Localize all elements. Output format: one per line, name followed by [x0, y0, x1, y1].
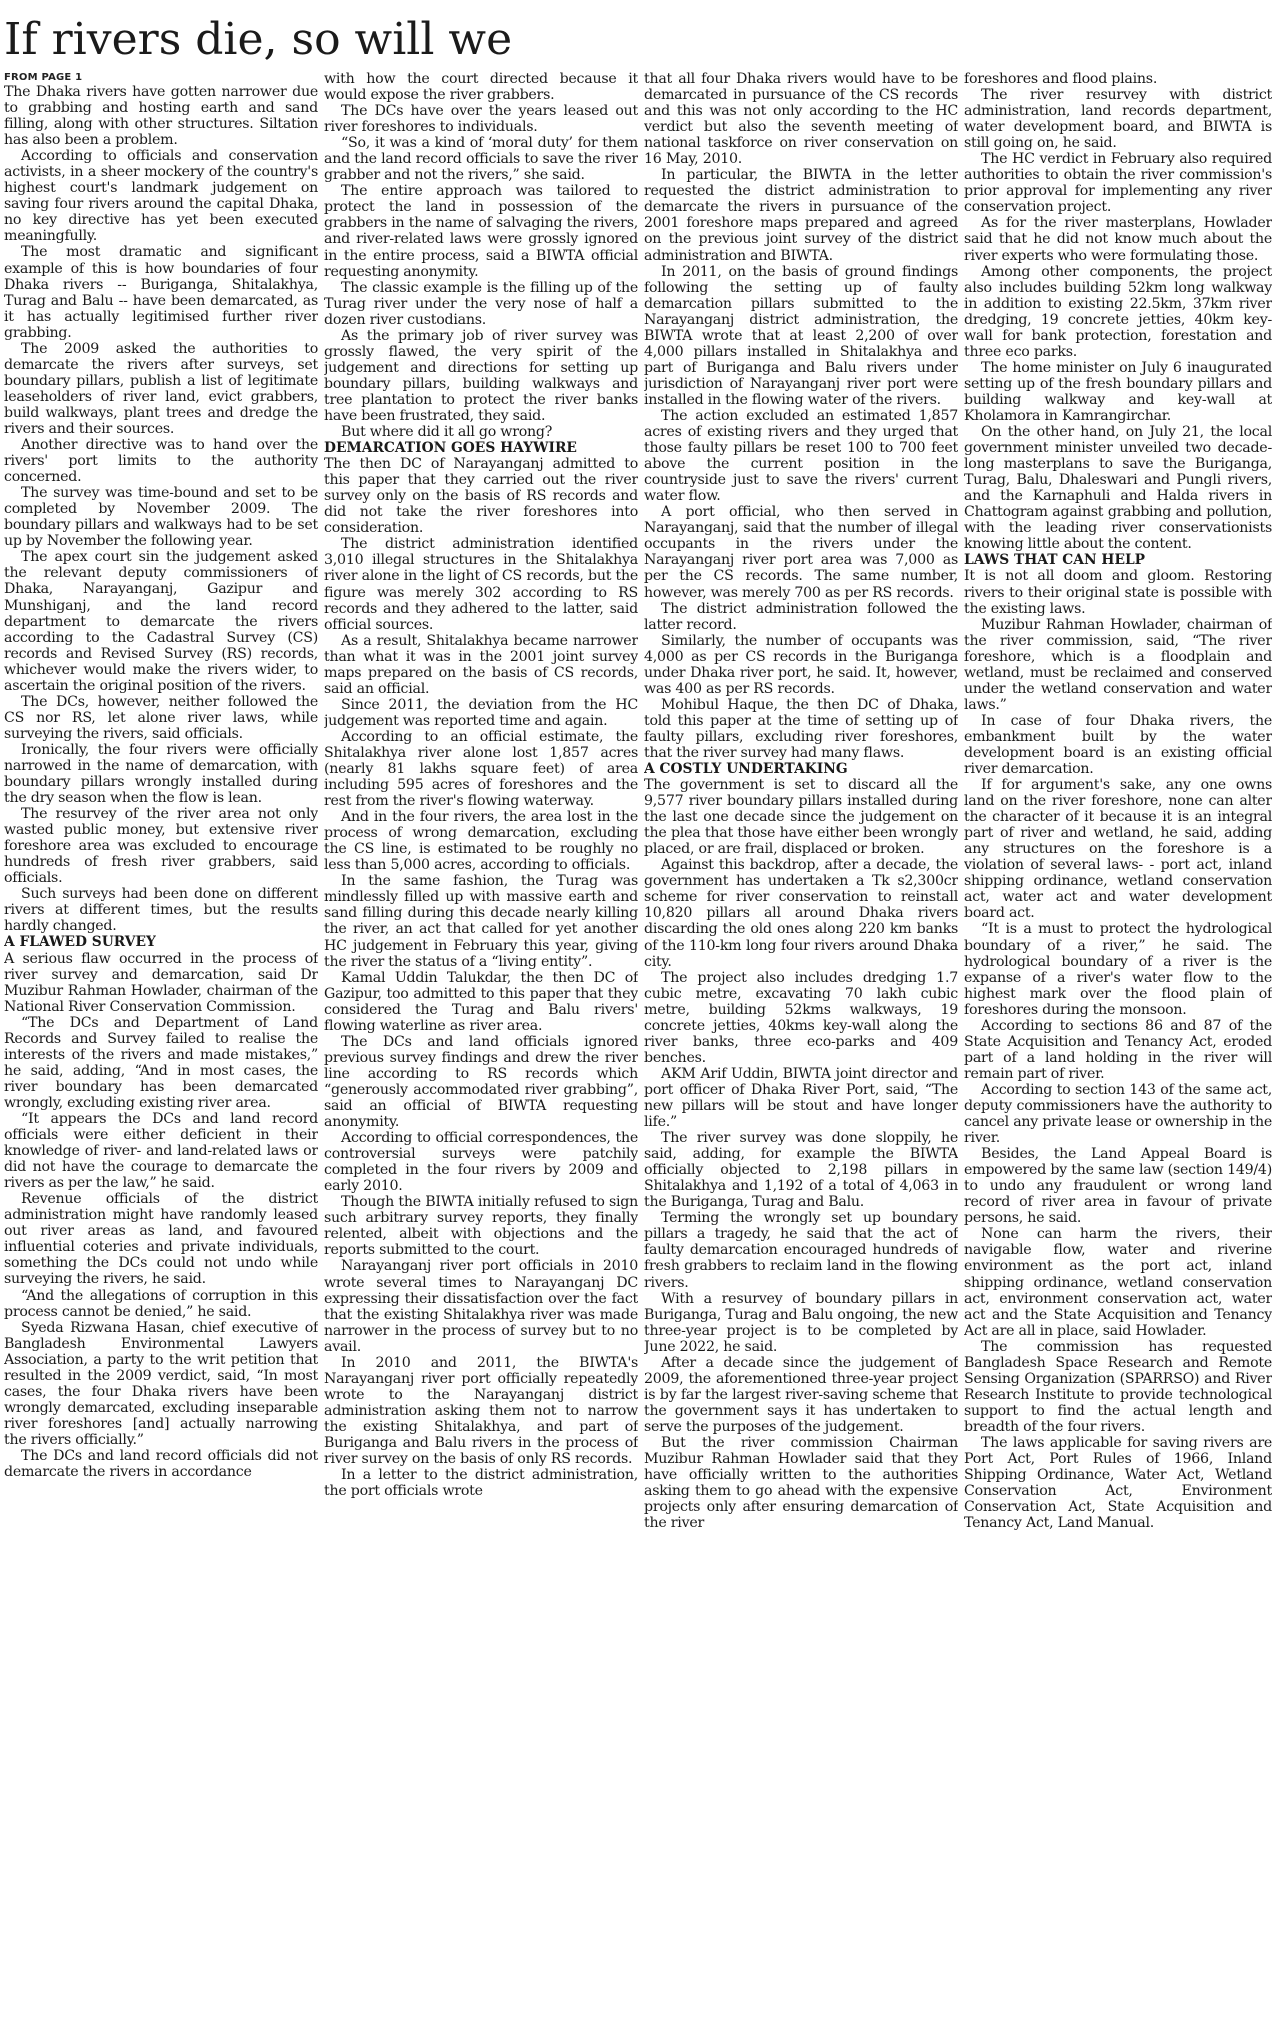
article-paragraph: A port official, who then served in Narayanganj, said that the number of illegal occupants in the rivers under the Narayanganj river port area was 7,000 as per the CS records. The same number, however, was merely 700 as per RS records. [644, 504, 958, 601]
article-paragraph: The DCs have over the years leased out river foreshores to individuals. [324, 103, 638, 136]
article-paragraph: But the river commission Chairman Muzibur Rahman Howlader said that they have officially written to the authorities asking them to go ahead with the expensive projects only after ensuring demarcation of the river [644, 1434, 958, 1532]
article-paragraph: According to official correspondences, the controversial surveys were patchily completed in the four rivers by 2009 and early 2010. [324, 1130, 638, 1195]
article-paragraph: “It is a must to protect the hydrological boundary of a river,” he said. The hydrological boundary of a river is the expanse of a river's water flow to the highest mark over the flood plain of foreshores during the monsoon. [964, 921, 1272, 1018]
article-paragraph: The project also includes dredging 1.7 cubic metre, excavating 70 lakh cubic metre, building 52kms walkways, 19 concrete jetties, 40kms key-wall along the river banks, three eco-parks and 409 benches. [644, 969, 958, 1066]
article-paragraph: Narayanganj river port officials in 2010 wrote several times to Narayanganj DC expressing their dissatisfaction over the fact that the existing Shitalakhya river was made narrower in the process of survey but to no avail. [324, 1258, 638, 1355]
article-paragraph: As a result, Shitalakhya became narrower than what it was in the 2001 joint survey maps prepared on the basis of CS records, said an official. [324, 632, 638, 697]
article-paragraph: Kamal Uddin Talukdar, the then DC of Gazipur, too admitted to this paper that they considered the Turag and Balu rivers' flowing waterline as river area. [324, 969, 638, 1034]
article-paragraph: But where did it all go wrong? [341, 424, 553, 441]
article-paragraph: “The DCs and Department of Land Records and Survey failed to realise the interests of the rivers and made mistakes,” he said, adding, “And in most cases, the river boundary has been demarcated wrongly, excluding existing river area. [4, 1014, 318, 1111]
article-paragraph: “It appears the DCs and land record officials were either deficient in their knowledge of river- and land-related laws or did not have the courage to demarcate the rivers as per the law,” he said. [4, 1111, 318, 1192]
article-paragraph: Among other components, the project also includes building 52km long walkway in addition to existing 22.5km, 37km river dredging, 19 concrete jetties, 40km key-wall for bank protection, forestation and three eco parks. [964, 263, 1272, 360]
article-paragraph: Terming the wrongly set up boundary pillars a tragedy, he said that the act of faulty demarcation encouraged hundreds of fresh grabbers to reclaim land in the flowing rivers. [644, 1210, 958, 1291]
article-paragraph: Since 2011, the deviation from the HC judgement was reported time and again. [324, 696, 638, 729]
column-2 [324, 71, 638, 2027]
article-paragraph: In case of four Dhaka rivers, the embankment built by the water development board is an existing official river demarcation. [964, 712, 1272, 778]
article-paragraph: None can harm the rivers, their navigable flow, water and riverine environment as the port act, inland shipping ordinance, wetland conservation act, environment conservation act, water act and the State Acquisition and Tenancy Act are all in place, said Howlader. [964, 1226, 1272, 1339]
article-paragraph: foreshores and flood plains. [964, 71, 1158, 87]
article-paragraph: According to sections 86 and 87 of the State Acquisition and Tenancy Act, eroded part of a land holding in the river will remain part of river. [964, 1017, 1272, 1082]
section-subheading: A FLAWED SURVEY [4, 934, 156, 951]
article-paragraph: Such surveys had been done on different rivers at different times, but the results hardly changed. [4, 886, 318, 935]
article-paragraph: The river resurvey with district administration, land records department, water development board, and BIWTA is still going on, he said. [964, 87, 1272, 152]
article-paragraph: that all four Dhaka rivers would have to be demarcated in pursuance of the CS records and this was not only according to the HC verdict but also the seventh meeting of national taskforce on river conservation on 16 May, 2010. [644, 71, 958, 168]
section-subheading: A COSTLY UNDERTAKING [644, 761, 848, 778]
headline: If rivers die, so will we [4, 14, 513, 65]
article-paragraph: Against this backdrop, after a decade, the government has undertaken a Tk s2,300cr scheme for river conservation to reinstall 10,820 pillars all around Dhaka rivers discarding the old ones along 220 km banks of the 110-km long four rivers around Dhaka city. [644, 857, 958, 970]
article-paragraph: Mohibul Haque, the then DC of Dhaka, told this paper at the time of setting up of faulty pillars, excluding river foreshores, that the river survey had many flaws. [644, 696, 958, 761]
article-paragraph: The then DC of Narayanganj admitted to this paper that they carried out the river survey only on the basis of RS records and did not take the river foreshores into consideration. [324, 456, 638, 537]
continued-from-label: FROM PAGE 1 [4, 72, 83, 83]
article-paragraph: The classic example is the filling up of the Turag river under the very nose of half a dozen river custodians. [324, 279, 638, 328]
article-body [2, 71, 1274, 2027]
article-paragraph: If for argument's sake, any one owns land on the river foreshore, none can alter the character of it because it is an integral part of river and wetland, he said, adding any structures on the foreshore is a violation of several laws- - port act, inland shipping ordinance, wetland conservation act, water act and water development board act. [964, 777, 1272, 922]
article-paragraph: The Dhaka rivers have gotten narrower due to grabbing and hosting earth and sand filling, along with other structures. Siltation has also been a problem. [4, 84, 318, 149]
article-paragraph: Though the BIWTA initially refused to sign such arbitrary survey reports, they finally relented, albeit with objections and the reports submitted to the court. [324, 1194, 638, 1259]
article-paragraph: The DCs and land record officials did not demarcate the rivers in accordance [4, 1447, 318, 1481]
article-paragraph: The survey was time-bound and set to be completed by November 2009. The boundary pillars and walkways had to be set up by November the following year. [4, 485, 318, 550]
article-paragraph: Revenue officials of the district administration might have randomly leased out river areas as land, and favoured influential coteries and private individuals, something the DCs could not undo while surveying the rivers, he said. [4, 1191, 318, 1288]
article-paragraph: The home minister on July 6 inaugurated setting up of the fresh boundary pillars and building walkway and key-wall at Kholamora in Kamrangirchar. [964, 359, 1272, 424]
article-paragraph: The apex court sin the judgement asked the relevant deputy commissioners of Dhaka, Narayanganj, Gazipur and Munshiganj, and the land record department to demarcate the rivers according to the Cadastral Survey (CS) records and Revised Survey (RS) records, whichever would make the rivers wider, to ascertain the original position of the rivers. [4, 549, 318, 694]
article-paragraph: In particular, the BIWTA in the letter requested the district administration to demarcate the rivers in pursuance of the 2001 foreshore maps prepared and agreed on the previous joint survey of the district administration and BIWTA. [644, 167, 958, 264]
article-paragraph: Ironically, the four rivers were officially narrowed in the name of demarcation, with boundary pillars wrongly installed during the dry season when the flow is lean. [4, 741, 318, 807]
article-paragraph: According to an official estimate, the Shitalakhya river alone lost 1,857 acres (nearly 81 lakhs square feet) of area including 595 acres of foreshores and the rest from the river's flowing waterway. [324, 728, 638, 810]
column-1 [4, 71, 318, 2027]
article-paragraph: On the other hand, on July 21, the local government minister unveiled two decade-long masterplans to save the Buriganga, Turag, Balu, Dhaleswari and Pungli rivers, and the Karnaphuli and Halda rivers in Chattogram against grabbing and pollution, with the leading river conservationists knowing little about the content. [964, 424, 1272, 553]
article-paragraph: As the primary job of river survey was grossly flawed, the very spirit of the judgement and directions for setting up boundary pillars, building walkways and tree plantation to protect the river banks have been frustrated, they said. [324, 327, 638, 424]
article-paragraph: “And the allegations of corruption in this process cannot be denied,” he said. [4, 1287, 318, 1320]
article-paragraph: According to officials and conservation activists, in a sheer mockery of the country's highest court's landmark judgement on saving four rivers around the capital Dhaka, no key directive has yet been executed meaningfully. [4, 148, 318, 245]
section-subheading: DEMARCATION GOES HAYWIRE [324, 440, 577, 457]
article-paragraph: It is not all doom and gloom. Restoring rivers to their original state is possible with the existing laws. [964, 568, 1272, 617]
article-paragraph: The laws applicable for saving rivers are Port Act, Port Rules of 1966, Inland Shipping Ordinance, Water Act, Wetland Conservation Act, Environment Conservation Act, State Acquisition and Tenancy Act, Land Manual. [964, 1434, 1272, 1532]
article-paragraph: In the same fashion, the Turag was mindlessly filled up with massive earth and sand filling during this decade nearly killing the river, an act that called for yet another HC judgement in February this year, giving the river the status of a “living entity”. [324, 873, 638, 970]
article-paragraph: The resurvey of the river area not only wasted public money, but extensive river foreshore area was excluded to encourage hundreds of fresh river grabbers, said officials. [4, 806, 318, 887]
article-paragraph: And in the four rivers, the area lost in the process of wrong demarcation, excluding the CS line, is estimated to be roughly no less than 5,000 acres, according to officials. [324, 809, 638, 874]
column-4 [964, 71, 1272, 2027]
section-subheading: LAWS THAT CAN HELP [964, 552, 1146, 569]
article-paragraph: Besides, the Land Appeal Board is empowered by the same law (section 149/4) to undo any fraudulent or wrong land record of river area in favour of private persons, he said. [964, 1146, 1272, 1227]
article-paragraph: After a decade since the judgement of 2009, the aforementioned three-year project is by far the largest river-saving scheme that the government says it has undertaken to serve the purposes of the judgement. [644, 1354, 958, 1435]
article-paragraph: with how the court directed because it would expose the river grabbers. [324, 71, 638, 104]
article-paragraph: In a letter to the district administration, the port officials wrote [324, 1467, 638, 1500]
article-paragraph: The entire approach was tailored to protect the land in possession of the grabbers in the name of salvaging the rivers, and river-related laws were grossly ignored in the entire process, said a BIWTA official requesting anonymity. [324, 183, 638, 280]
article-paragraph: In 2010 and 2011, the BIWTA's Narayanganj river port officially repeatedly wrote to the Narayanganj district administration asking them not to narrow the existing Shitalakhya, and part of Buriganga and Balu rivers in the process of river survey on the basis of only RS records. [324, 1354, 638, 1468]
article-paragraph: The district administration followed the latter record. [644, 600, 958, 633]
article-paragraph: The DCs, however, neither followed the CS nor RS, let alone river laws, while surveying the rivers, said officials. [4, 693, 318, 742]
article-paragraph: The most dramatic and significant example of this is how boundaries of four Dhaka rivers -- Buriganga, Shitalakhya, Turag and Balu -- have been demarcated, as it has actually legitimised further river grabbing. [4, 244, 318, 341]
article-paragraph: The commission has requested Bangladesh Space Research and Remote Sensing Organization (SPARRSO) and River Research Institute to provide technological support to find the actual length and breadth of the four rivers. [964, 1338, 1272, 1435]
article-paragraph: Similarly, the number of occupants was 4,000 as per CS records in the Buriganga under Dhaka river port, he said. It, however, was 400 as per RS records. [644, 632, 958, 697]
article-paragraph: As for the river masterplans, Howlader said that he did not know much about the river experts who were formulating those. [964, 215, 1272, 264]
article-paragraph: Muzibur Rahman Howlader, chairman of the river commission, said, “The river foreshore, which is a floodplain and wetland, must be reclaimed and conserved under the wetland conservation and water laws.” [964, 616, 1272, 713]
article-paragraph: According to section 143 of the same act, deputy commissioners have the authority to cancel any private lease or ownership in the river. [964, 1081, 1272, 1147]
article-paragraph: The DCs and land officials ignored previous survey findings and drew the river line according to RS records which “generously accommodated river grabbing”, said an official of BIWTA requesting anonymity. [324, 1033, 638, 1131]
article-paragraph: “So, it was a kind of ‘moral duty’ for them and the land record officials to save the river grabber and not the rivers,” she said. [324, 135, 638, 184]
article-paragraph: A serious flaw occurred in the process of river survey and demarcation, said Dr Muzibur Rahman Howlader, chairman of the National River Conservation Commission. [4, 950, 318, 1015]
article-paragraph: The action excluded an estimated 1,857 acres of existing rivers and they urged that those faulty pillars be reset 100 to 700 feet above the current position in the countryside just to save the rivers' current water flow. [644, 407, 958, 505]
article-paragraph: The district administration identified 3,010 illegal structures in the Shitalakhya river alone in the light of CS records, but the figure was merely 302 according to RS records and they adhered to the latter, said official sources. [324, 536, 638, 633]
article-paragraph: Syeda Rizwana Hasan, chief executive of Bangladesh Environmental Lawyers Association, a party to the writ petition that resulted in the 2009 verdict, said, “In most cases, the four Dhaka rivers have been wrongly demarcated, excluding inseparable river foreshores [and] actually narrowing the rivers officially.” [4, 1319, 318, 1448]
article-paragraph: The 2009 asked the authorities to demarcate the rivers after surveys, set boundary pillars, publish a list of legitimate leaseholders of river land, evict grabbers, build walkways, plant trees and dredge the rivers and their sources. [4, 340, 318, 437]
article-paragraph: In 2011, on the basis of ground findings following the setting up of faulty demarcation pillars submitted to the Narayanganj district administration, the BIWTA wrote that at least 2,200 of over 4,000 pillars installed in Shitalakhya and part of Buriganga and Balu rivers under jurisdiction of Narayanganj river port were installed in the flowing water of the rivers. [644, 263, 958, 408]
column-3 [644, 71, 958, 2027]
article-paragraph: The HC verdict in February also required authorities to obtain the river commission's prior approval for implementing any river conservation project. [964, 151, 1272, 216]
article-paragraph: The government is set to discard all the 9,577 river boundary pillars installed during the last one decade since the judgement on the plea that those have either been wrongly placed, or are frail, displaced or broken. [644, 777, 958, 858]
article-paragraph: The river survey was done sloppily, he said, adding, for example the BIWTA officially objected to 2,198 pillars in Shitalakhya and 1,192 of a total of 4,063 in the Buriganga, Turag and Balu. [644, 1130, 958, 1211]
article-paragraph: AKM Arif Uddin, BIWTA joint director and port officer of Dhaka River Port, said, “The new pillars will be stout and have longer life.” [644, 1065, 958, 1131]
article-paragraph: With a resurvey of boundary pillars in Buriganga, Turag and Balu ongoing, the new three-year project is to be completed by June 2022, he said. [644, 1290, 958, 1355]
article-paragraph: Another directive was to hand over the rivers' port limits to the authority concerned. [4, 437, 318, 486]
